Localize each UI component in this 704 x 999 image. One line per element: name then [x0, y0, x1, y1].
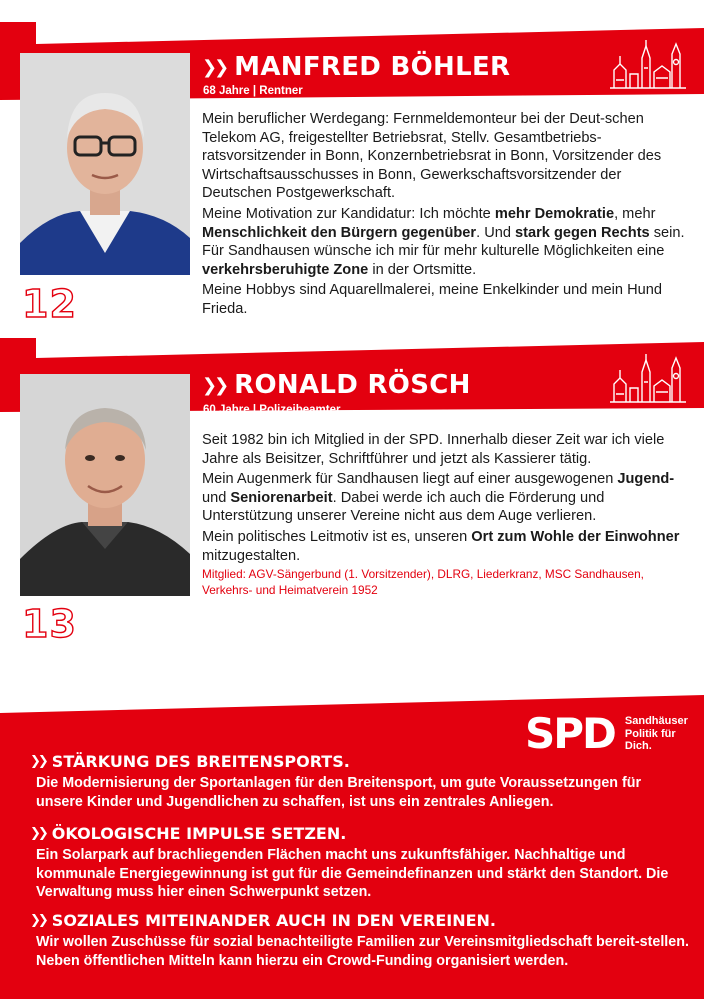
bio-membership: Seit 1982 bin ich Mitglied in der SPD. Innerhalb dieser Zeit war ich viele Jahre als Beisitzer, Schriftführer und jetzt als Kassierer tätig.	[202, 432, 665, 467]
town-skyline-icon	[606, 350, 690, 408]
list-number: 12	[22, 282, 77, 326]
candidate-name: MANFRED BÖHLER	[234, 52, 511, 82]
double-chevron-icon: ❯❯	[30, 913, 46, 928]
candidate-meta: 68 Jahre | Rentner	[203, 85, 303, 97]
bio-motivation: Meine Motivation zur Kandidatur: Ich möchte mehr Demokratie, mehr Menschlichkeit den Bürgern gegenüber. Und stark gegen Rechts sein. Für Sandhausen wünsche ich mir für mehr kulturelle Möglichkeiten eine verkehrsberuhigte Zone in der Ortsmitte.	[202, 205, 685, 278]
list-number: 13	[22, 602, 77, 646]
goal-title: SOZIALES MITEINANDER AUCH IN DEN VEREINEN.	[51, 911, 496, 930]
double-chevron-icon: ❯❯	[202, 374, 227, 396]
candidate-photo	[20, 374, 190, 596]
spd-logo	[525, 709, 688, 758]
town-skyline-icon	[606, 36, 690, 94]
goal-title: ÖKOLOGISCHE IMPULSE SETZEN.	[51, 824, 347, 843]
candidate-photo	[20, 53, 190, 275]
candidate-bio	[202, 431, 692, 600]
goal-text: Ein Solarpark auf brachliegenden Flächen macht uns zukunftsfähiger. Nachhaltige und kommunale Energiegewinnung ist gut für die Gemeindefinanzen und stärkt den Standort. Die Verwaltung muss hier einen Schwerpunkt setzen.	[36, 847, 669, 900]
double-chevron-icon: ❯❯	[30, 826, 46, 841]
goal-title: STÄRKUNG DES BREITENSPORTS.	[51, 752, 350, 771]
double-chevron-icon: ❯❯	[30, 754, 46, 769]
goal-text: Wir wollen Zuschüsse für sozial benachteiligte Familien zur Vereinsmitgliedschaft bereit-stellen. Neben öffentlichen Mitteln kann hierzu ein Crowd-Funding organisiert werden.	[36, 934, 689, 969]
candidate-bio	[202, 110, 692, 321]
double-chevron-icon: ❯❯	[202, 56, 227, 78]
bio-associations: Mitglied: AGV-Sängerbund (1. Vorsitzender), DLRG, Liederkranz, MSC Sandhausen, Verkehrs- und Heimatverein 1952	[202, 567, 644, 597]
spd-logo-text: SPD	[525, 709, 615, 758]
bio-focus: Mein Augenmerk für Sandhausen liegt auf einer ausgewogenen Jugend- und Seniorenarbeit. Dabei werde ich auch die Förderung und Unterstützung unserer Vereine nicht aus dem Auge verlieren.	[202, 471, 675, 525]
bio-hobbies: Meine Hobbys sind Aquarellmalerei, meine Enkelkinder und mein Hund Frieda.	[202, 282, 662, 317]
bio-motto: Mein politisches Leitmotiv ist es, unseren Ort zum Wohle der Einwohner mitzugestalten.	[202, 528, 680, 564]
candidate-name-row	[202, 370, 471, 400]
goal-text: Die Modernisierung der Sportanlagen für den Breitensport, um gute Voraussetzungen für unsere Kinder und Jugendlichen zu schaffen, ist uns ein zentrales Anliegen.	[36, 775, 642, 810]
candidate-name-row	[202, 52, 510, 82]
logo-slogan: Sandhäuser Politik für Dich.	[624, 715, 688, 753]
candidate-name: RONALD RÖSCH	[234, 370, 471, 400]
bio-career: Mein beruflicher Werdegang: Fernmeldemonteur bei der Deut-schen Telekom AG, freigestellter Betriebsrat, Stellv. Gesamtbetriebs-ratsvorsitzender in Bonn, Konzernbetriebsrat in Bonn, Vorsitzender des Wirtschaftsausschusses in Bonn, Gewerkschaftsvorsitzender der Deutschen Postgewerkschaft.	[202, 111, 662, 202]
goal-item	[30, 911, 690, 970]
candidate-meta: 60 Jahre | Polizeibeamter	[203, 404, 341, 416]
goal-item	[30, 752, 690, 811]
goal-item	[30, 824, 690, 902]
